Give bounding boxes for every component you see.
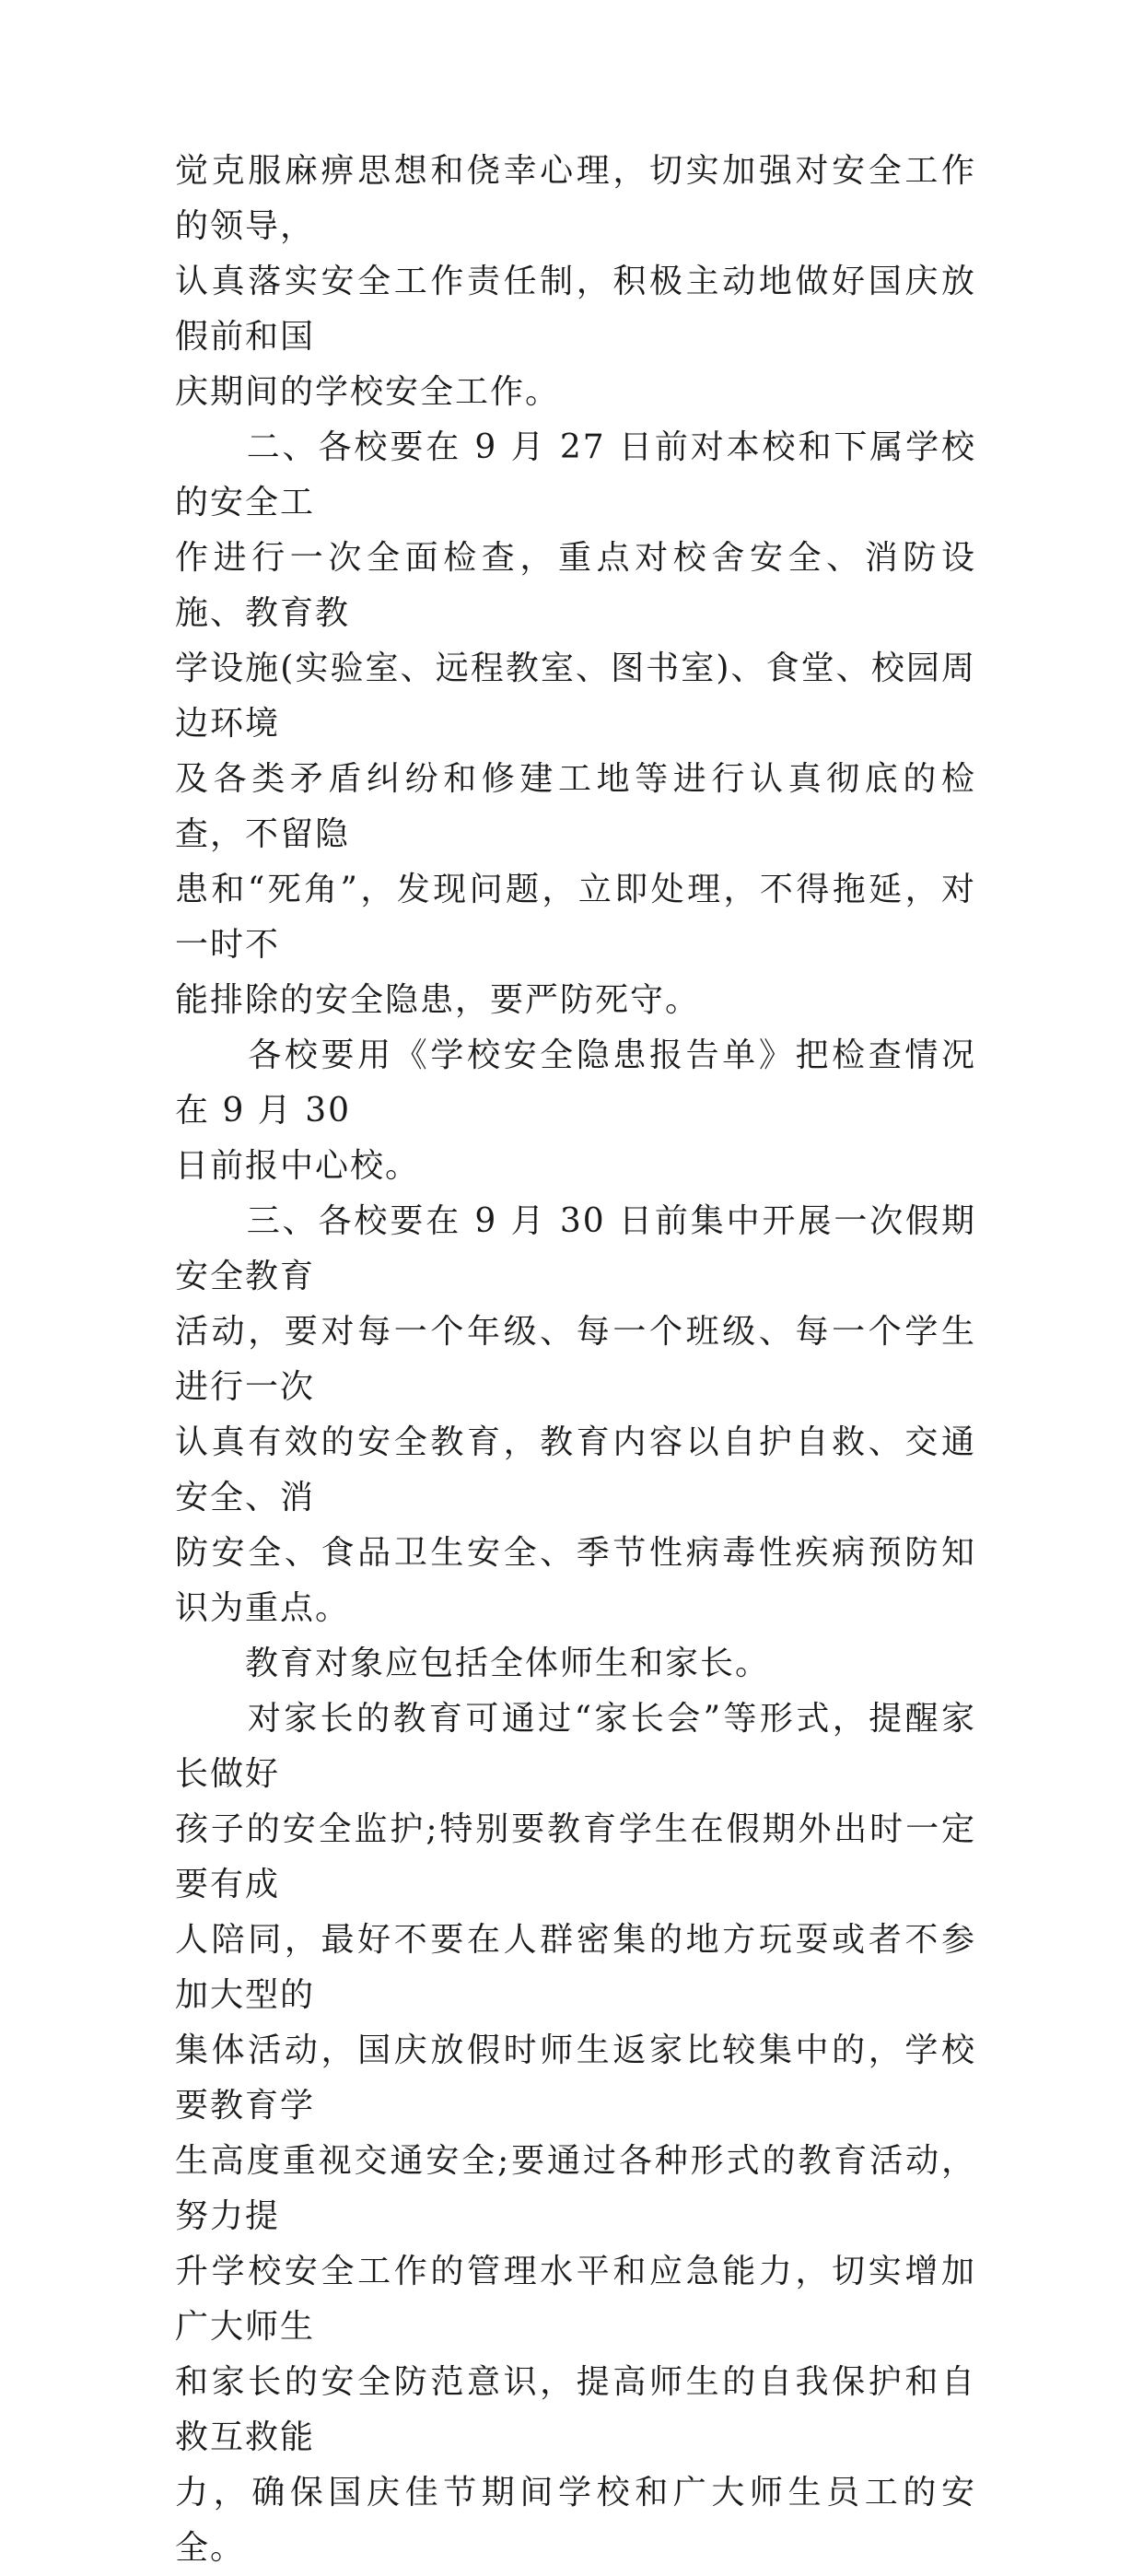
paragraph-6: 对家长的教育可通过“家长会”等形式，提醒家长做好 孩子的安全监护;特别要教育学生在假期外出时一定要有成 人陪同，最好不要在人群密集的地方玩耍或者不参加大型的 集体活动，国庆放假时师生返家比较集中的，学校要教育学 生高度重视交通安全;要通过各种形式的教育活动，努力提 升学校安全工作的管理水平和应急能力，切实增加广大师生 和家长的安全防范意识，提高师生的自我保护和自救互救能 力，确保国庆佳节期间学校和广大师生员工的安全。 (175, 1700, 976, 2567)
paragraph-4: 三、各校要在 9 月 30 日前集中开展一次假期安全教育 活动，要对每一个年级、每一个班级、每一个学生进行一次 认真有效的安全教育，教育内容以自护自救、交通安全、消 防安全、食品卫生安全、季节性病毒性疾病预防知识为重点。 (175, 1202, 976, 1627)
document-body (175, 144, 976, 2576)
paragraph-5: 教育对象应包括全体师生和家长。 (175, 1645, 771, 1682)
paragraph-2: 二、各校要在 9 月 27 日前对本校和下属学校的安全工 作进行一次全面检查，重点对校舍安全、消防设施、教育教 学设施(实验室、远程教室、图书室)、食堂、校园周边环境 及各类矛盾纠纷和修建工地等进行认真彻底的检查，不留隐 患和“死角”，发现问题，立即处理，不得拖延，对一时不 能排除的安全隐患，要严防死守。 (175, 428, 976, 1019)
paragraph-1: 觉克服麻痹思想和侥幸心理，切实加强对安全工作的领导， 认真落实安全工作责任制，积极主动地做好国庆放假前和国 庆期间的学校安全工作。 (175, 152, 976, 411)
paragraph-3: 各校要用《学校安全隐患报告单》把检查情况在 9 月 30 日前报中心校。 (175, 1036, 976, 1185)
